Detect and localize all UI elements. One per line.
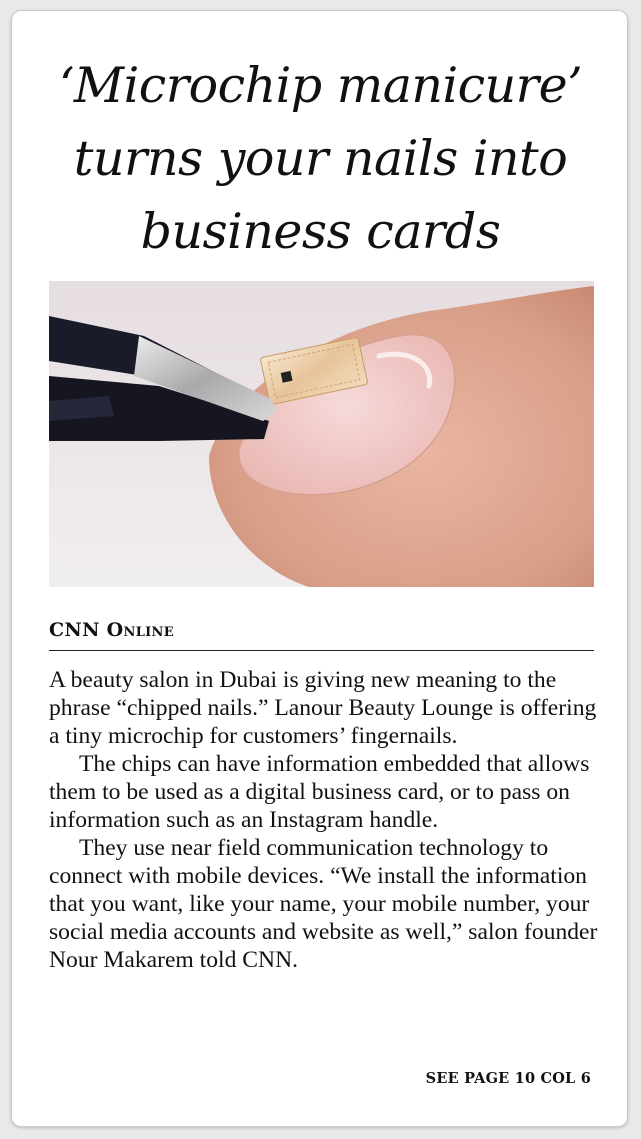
- headline-line-3: business cards: [140, 203, 501, 260]
- headline: [12, 49, 629, 268]
- headline-line-1: ‘Microchip manicure’: [58, 57, 583, 114]
- article-card: [11, 10, 628, 1127]
- byline-divider: [49, 650, 594, 651]
- article-body: [49, 666, 599, 974]
- article-photo: [49, 281, 594, 587]
- headline-line-2: turns your nails into: [73, 130, 568, 187]
- continuation-link[interactable]: SEE PAGE 10 COL 6: [425, 1070, 591, 1087]
- byline: CNN Online: [49, 619, 174, 641]
- nail-microchip-illustration: [49, 281, 594, 587]
- paragraph-1: A beauty salon in Dubai is giving new meaning to the phrase “chipped nails.” Lanour Beauty Lounge is offering a tiny microchip for customers’ fingernails.: [49, 667, 597, 749]
- paragraph-2: The chips can have information embedded that allows them to be used as a digital business card, or to pass on information such as an Instagram handle.: [49, 751, 590, 833]
- paragraph-3: They use near field communication technology to connect with mobile devices. “We install the information that you want, like your name, your mobile number, your social media accounts and website as well,” salon founder Nour Makarem told CNN.: [49, 835, 598, 973]
